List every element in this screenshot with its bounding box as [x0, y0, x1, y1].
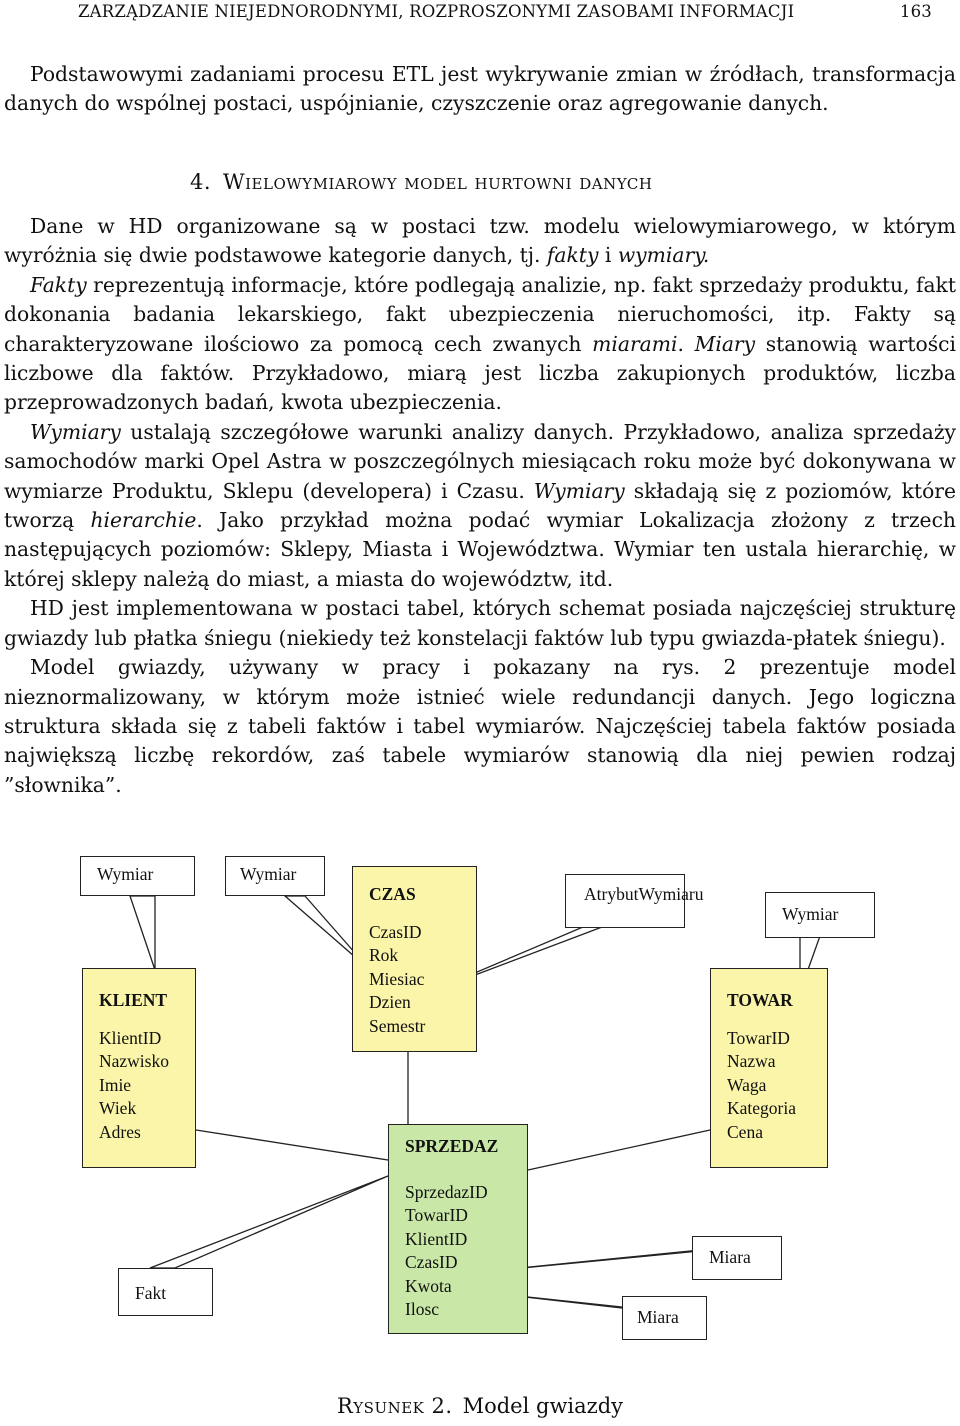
- section-heading: [190, 170, 652, 194]
- spacer: [369, 907, 476, 921]
- table-czas: [352, 866, 477, 1052]
- table-field: CzasID: [405, 1252, 458, 1272]
- table-sprzedaz: [388, 1124, 528, 1334]
- term-miary: Miary: [694, 331, 756, 356]
- callout-text: Wymiaru: [638, 884, 704, 904]
- table-field: Adres: [99, 1121, 141, 1142]
- spacer: [99, 1013, 195, 1027]
- text-run: składają się z poziomów, które tworzą: [4, 478, 956, 533]
- table-field: CzasID: [369, 921, 422, 942]
- text-run: reprezentują informacje, które podlegają analizie, np. fakt sprzedaży produktu, fakt dokonania badania lekarskiego, fakt ubezpieczenia nieruchomości, itp. Fakty są charakteryzowane ilościowo za pomocą cech zwanych: [4, 272, 956, 356]
- callout-miara-2: [692, 1236, 782, 1280]
- callout-wymiar-1: [80, 856, 195, 896]
- callout-wymiar-2: [225, 856, 325, 896]
- body-text: [4, 212, 956, 800]
- table-field: Wiek: [99, 1098, 137, 1118]
- table-title: TOWAR: [727, 990, 793, 1010]
- table-field: Miesiac: [369, 968, 425, 989]
- table-field: Kwota: [405, 1275, 452, 1296]
- table-field: Waga: [727, 1074, 767, 1095]
- spacer: [727, 1013, 827, 1027]
- callout-text: Atrybut: [584, 884, 639, 904]
- paragraph-4: HD jest implementowana w postaci tabel, których schemat posiada najczęściej strukturę gwiazdy lub płatka śniegu (niekiedy też konstelacji faktów lub typu gwiazda-płatek śniegu).: [4, 596, 956, 650]
- spacer: [405, 1159, 527, 1181]
- intro-paragraph: Podstawowymi zadaniami procesu ETL jest wykrywanie zmian w źródłach, transformacja danych do wspólnej postaci, uspójnianie, czyszczenie oraz agregowanie danych.: [4, 62, 956, 116]
- term-wymiary: wymiary.: [617, 243, 710, 268]
- table-field: Semestr: [369, 1015, 426, 1036]
- callout-text: Miara: [709, 1247, 751, 1267]
- term-wymiary: Wymiary: [533, 478, 625, 503]
- text-run: .: [677, 331, 695, 356]
- term-wymiary: Wymiary: [30, 419, 121, 444]
- paragraph-1: [4, 212, 956, 271]
- relation-line-towar: [528, 1130, 710, 1170]
- figure-caption: [0, 1394, 960, 1418]
- text-run: stanowią wartości liczbowe dla faktów. Przykładowo, miarą jest liczba zakupionych produktów, liczba przeprowadzonych badań, kwota ubezpieczenia.: [4, 331, 956, 415]
- table-klient: [82, 968, 196, 1168]
- paragraph-5: Model gwiazdy, używany w pracy i pokazany na rys. 2 prezentuje model nieznormalizowany, w którym może istnieć wiele redundancji danych. Jego logiczna struktura składa się z tabeli faktów i tabel wymiarów. Najczęściej tabela faktów posiada największą liczbę rekordów, zaś tabele wymiarów stanowią dla niej pewien rodzaj ”słownika”.: [4, 655, 956, 797]
- table-field: TowarID: [727, 1027, 790, 1048]
- figure-title: Model gwiazdy: [462, 1394, 624, 1418]
- callout-miara-1: [622, 1296, 707, 1340]
- table-field: Imie: [99, 1074, 132, 1095]
- page-number: 163: [899, 2, 932, 21]
- table-field: Cena: [727, 1121, 763, 1142]
- table-field: Nazwisko: [99, 1051, 169, 1071]
- table-title: CZAS: [369, 884, 416, 904]
- term-fakty: fakty: [546, 243, 599, 268]
- table-field: Ilosc: [405, 1299, 440, 1319]
- relation-line-klient: [196, 1130, 388, 1160]
- table-field: SprzedazID: [405, 1181, 488, 1202]
- table-towar: [710, 968, 828, 1168]
- callout-text: Fakt: [135, 1283, 167, 1303]
- callout-text: Wymiar: [782, 904, 839, 924]
- running-header: [18, 0, 942, 26]
- text-run: i: [598, 243, 618, 268]
- star-schema-diagram: [0, 840, 960, 1380]
- table-title: KLIENT: [99, 990, 168, 1010]
- callout-wymiar-3: [765, 892, 875, 938]
- text-run: . Jako przykład można podać wymiar Lokalizacja złożony z trzech następujących poziomów: Sklepy, Miasta i Województwa. Wymiar ten ustala hierarchię, w której sklepy należą do miast, a miasta do województw, itd.: [4, 508, 956, 591]
- table-field: KlientID: [405, 1228, 468, 1249]
- callout-text: Wymiar: [97, 864, 154, 884]
- table-title: SPRZEDAZ: [405, 1136, 499, 1156]
- callout-atrybut: [565, 874, 704, 928]
- table-field: Rok: [369, 945, 399, 965]
- text-run: ustalają szczegółowe warunki analizy danych. Przykładowo, analiza sprzedaży samochodów marki Opel Astra w poszczególnych miesiącach roku może być dokonywana w wymiarze Produktu, Sklepu (developera) i Czasu.: [4, 419, 956, 503]
- callout-text: Miara: [637, 1307, 679, 1327]
- term-hierarchie: hierarchie: [90, 508, 197, 533]
- table-field: Kategoria: [727, 1098, 796, 1118]
- callout-pointer: [130, 896, 155, 970]
- table-field: KlientID: [99, 1027, 162, 1048]
- paragraph-2: [4, 271, 956, 418]
- term-fakty: Fakty: [30, 272, 87, 297]
- section-number: 4.: [190, 170, 212, 194]
- running-title: ZARZĄDZANIE NIEJEDNORODNYMI, ROZPROSZONYMI ZASOBAMI INFORMACJI: [78, 2, 795, 21]
- callout-text: Wymiar: [240, 864, 297, 884]
- callout-fakt: [118, 1268, 213, 1316]
- text-run: Dane w HD organizowane są w postaci tzw. modelu wielowymiarowego, w którym wyróżnia się dwie podstawowe kategorie danych, tj.: [4, 214, 956, 268]
- table-field: Dzien: [369, 992, 411, 1012]
- paragraph-3: [4, 418, 956, 594]
- term-miarami: miarami: [592, 331, 678, 356]
- section-title: Wielowymiarowy model hurtowni danych: [223, 170, 653, 194]
- figure-label: Rysunek 2.: [336, 1394, 453, 1418]
- intro-text: [4, 60, 956, 119]
- table-field: TowarID: [405, 1205, 468, 1225]
- callout-pointer: [150, 1176, 388, 1268]
- table-field: Nazwa: [727, 1051, 776, 1071]
